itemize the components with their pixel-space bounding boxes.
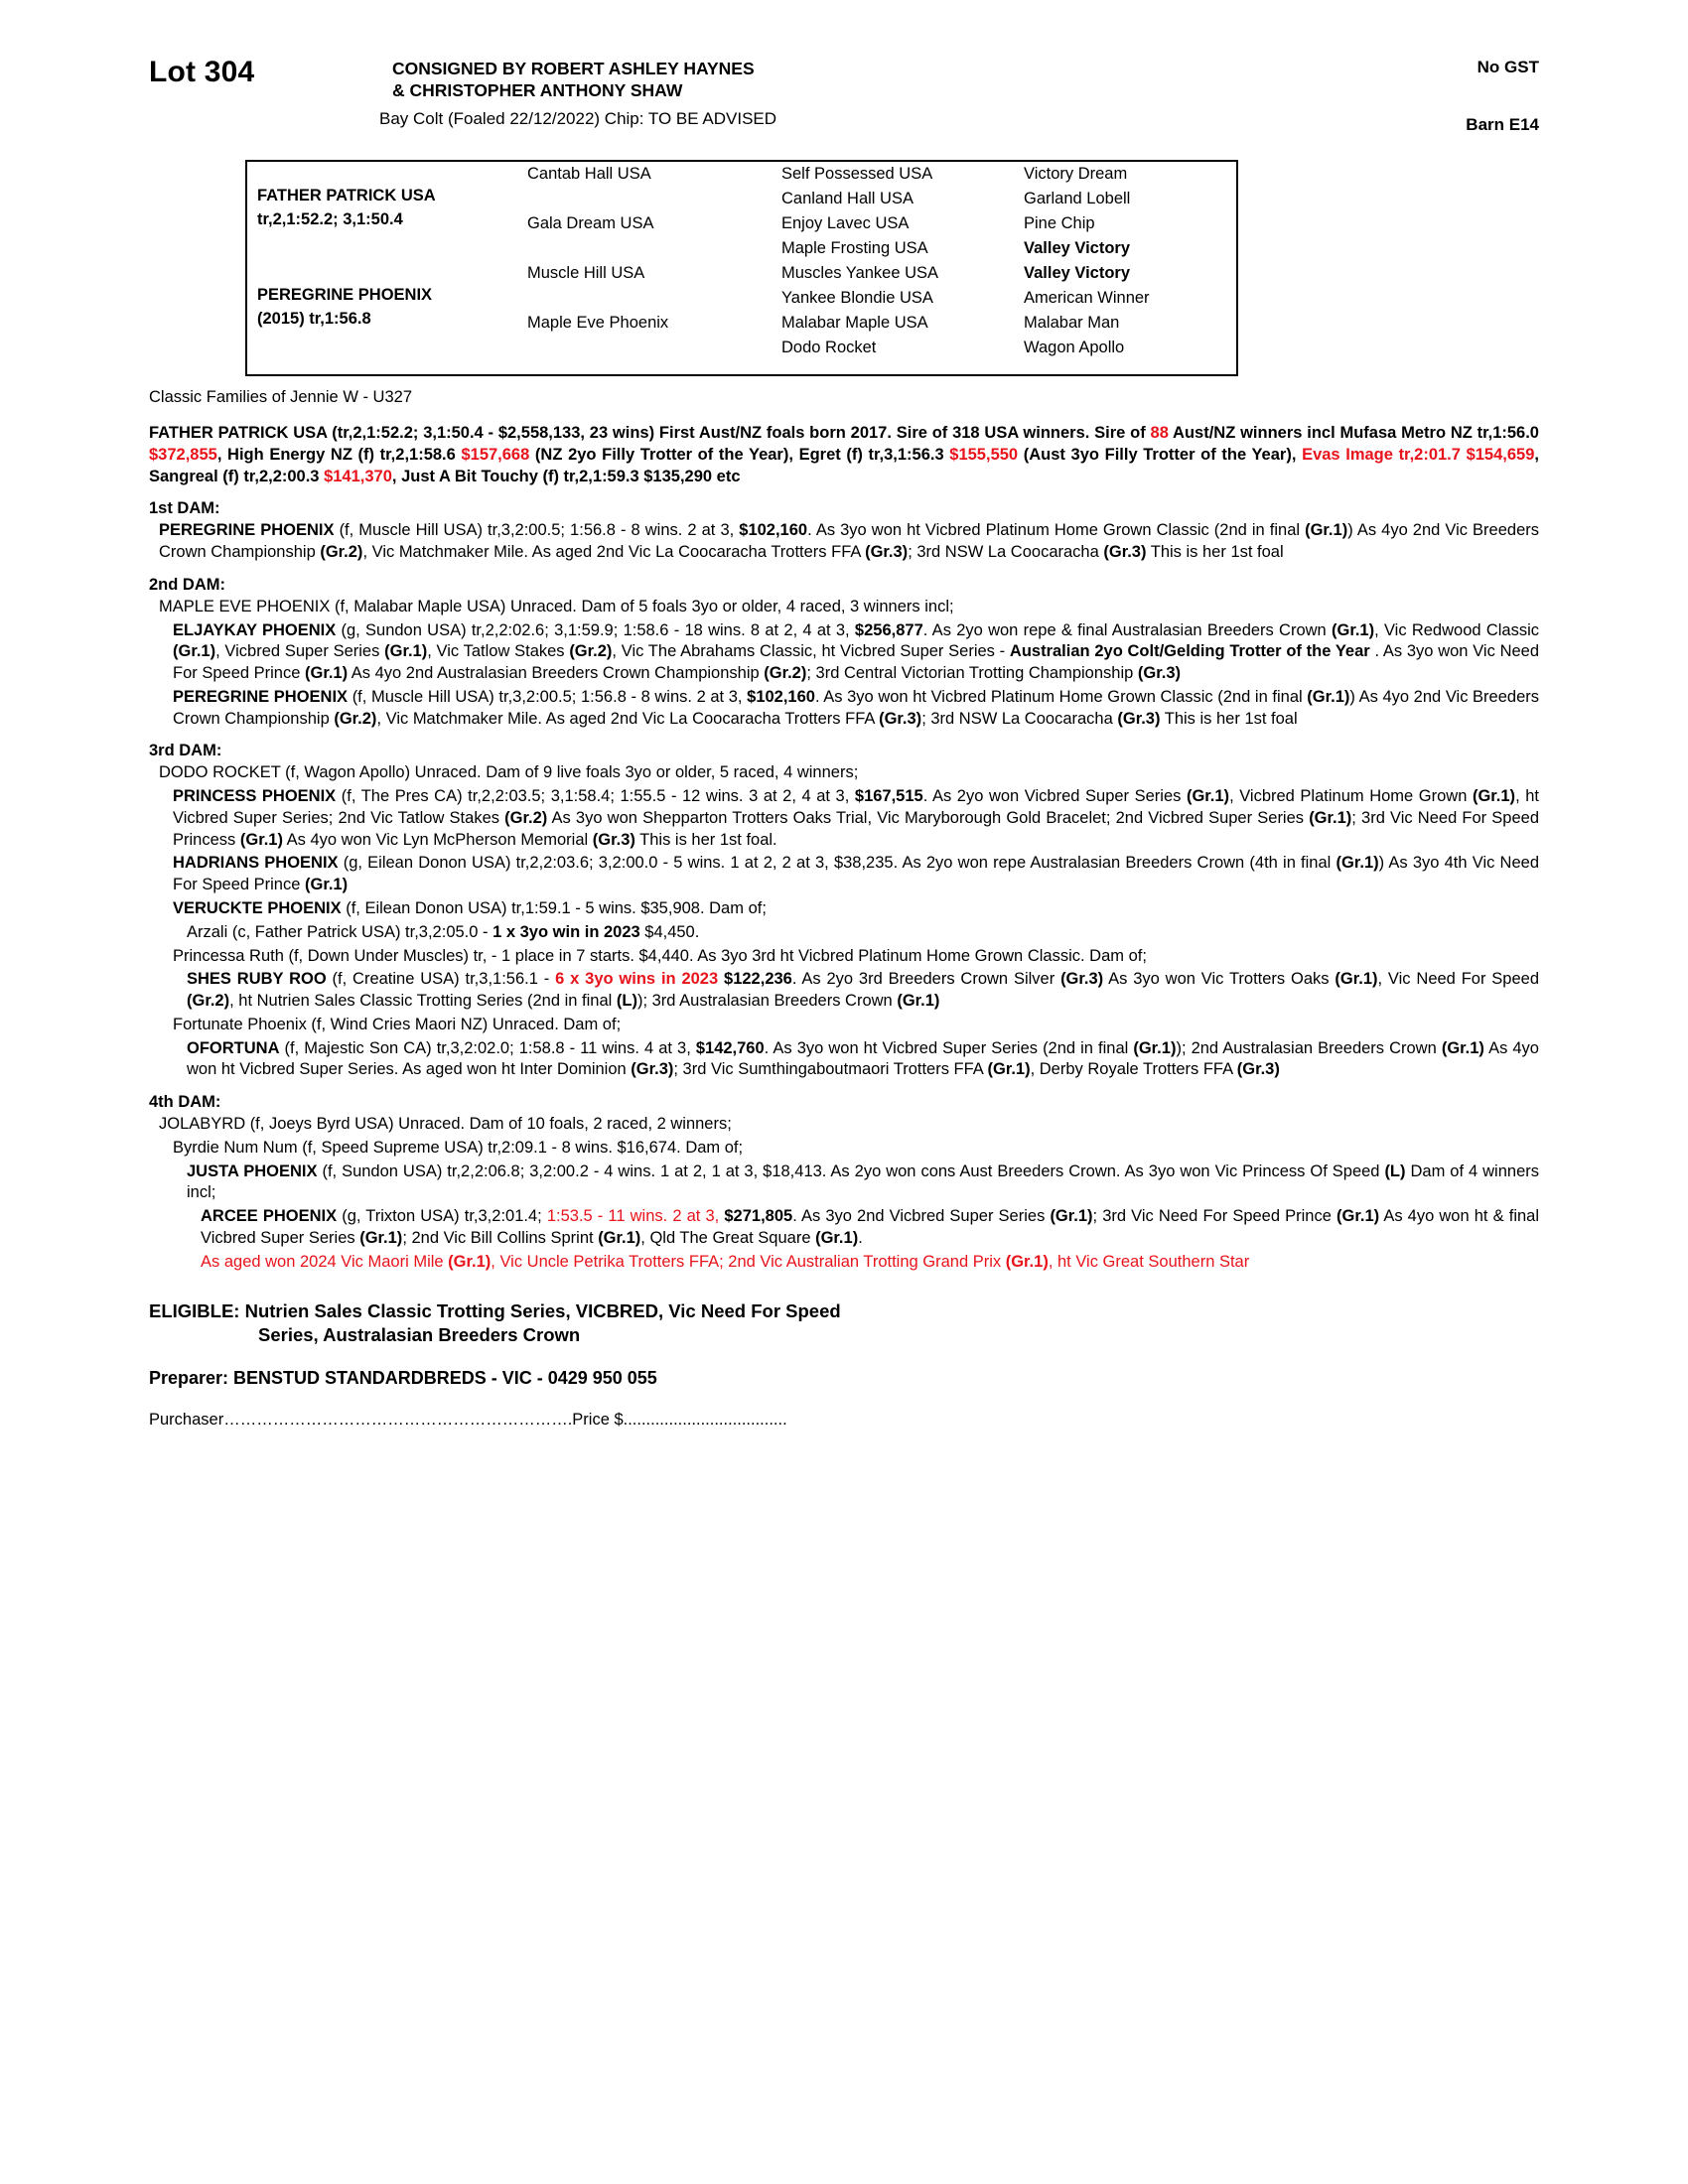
entry-2-6-run-4: $122,236 xyxy=(724,970,792,989)
pedigree-entry xyxy=(173,620,1539,685)
entry-2-2-run-3: ) As 3yo 4th Vic Need For Speed Prince xyxy=(173,854,1539,894)
entry-2-1-run-10: (Gr.1) xyxy=(1309,808,1352,827)
pedigree-gen4-3: Pine Chip xyxy=(1024,214,1095,232)
entry-3-3-run-13: , Qld The Great Square xyxy=(640,1228,816,1247)
sire-paragraph-run-2: Aust/NZ winners incl Mufasa Metro NZ tr,1:56.0 xyxy=(1168,424,1539,442)
entry-3-3-run-6: (Gr.1) xyxy=(1050,1207,1093,1226)
entry-2-8-run-11: , Derby Royale Trotters FFA xyxy=(1030,1060,1237,1079)
entry-2-6-run-12: (L) xyxy=(616,992,637,1011)
entry-0-0-run-1: (f, Muscle Hill USA) tr,3,2:00.5; 1:56.8 - 8 wins. 2 at 3, xyxy=(334,521,740,540)
dam-section-label: 1st DAM: xyxy=(149,499,220,518)
entry-2-6-run-10: (Gr.2) xyxy=(187,992,230,1011)
entry-3-2-run-2: (L) xyxy=(1384,1161,1406,1180)
entry-2-1-run-5: , Vicbred Platinum Home Grown xyxy=(1229,787,1473,806)
entry-2-1-run-3: . As 2yo won Vicbred Super Series xyxy=(922,787,1187,806)
pedigree-entry xyxy=(173,898,1539,920)
entry-0-0-run-11: This is her 1st foal xyxy=(1146,543,1284,562)
entry-1-1-run-8: (Gr.1) xyxy=(384,642,428,661)
eligible-line-1: ELIGIBLE: Nutrien Sales Classic Trotting Series, VICBRED, Vic Need For Speed xyxy=(149,1299,841,1321)
entry-1-2-run-3: . As 3yo won ht Vicbred Platinum Home Grown Classic (2nd in final xyxy=(814,687,1308,706)
entry-3-2-run-3: Dam of 4 winners incl; xyxy=(187,1161,1539,1202)
entry-1-2-run-8: (Gr.3) xyxy=(879,709,922,728)
pedigree-entry xyxy=(173,687,1539,731)
entry-1-2-run-11: This is her 1st foal xyxy=(1160,709,1298,728)
entry-3-1-run-0: Byrdie Num Num (f, Speed Supreme USA) tr,2:09.1 - 8 wins. $16,674. Dam of; xyxy=(173,1138,744,1157)
entry-1-1-run-18: (Gr.3) xyxy=(1137,664,1181,683)
entry-2-6-run-2: 6 x 3yo wins in 2023 xyxy=(555,970,719,989)
pedigree-dam-name: PEREGRINE PHOENIX xyxy=(257,286,433,304)
pedigree-entry xyxy=(173,946,1539,968)
entry-2-1-run-13: As 4yo won Vic Lyn McPherson Memorial xyxy=(282,830,593,849)
entry-2-0-run-0: DODO ROCKET (f, Wagon Apollo) Unraced. Dam of 9 live foals 3yo or older, 5 raced, 4 winners; xyxy=(159,763,859,782)
pedigree-gen3-8: Dodo Rocket xyxy=(781,339,877,356)
pedigree-table xyxy=(245,160,1238,376)
pedigree-entry xyxy=(187,1161,1539,1205)
entry-2-8-run-4: (Gr.1) xyxy=(1133,1038,1177,1057)
entry-3-3-run-0: ARCEE PHOENIX xyxy=(201,1207,338,1226)
entry-3-2-run-0: JUSTA PHOENIX xyxy=(187,1161,318,1180)
entry-3-3-run-12: (Gr.1) xyxy=(598,1228,641,1247)
entry-2-6-run-9: , Vic Need For Speed xyxy=(1377,970,1540,989)
entry-2-8-run-3: . As 3yo won ht Vicbred Super Series (2nd in final xyxy=(764,1038,1134,1057)
entry-2-8-run-1: (f, Majestic Son CA) tr,3,2:02.0; 1:58.8 - 11 wins. 4 at 3, xyxy=(279,1038,696,1057)
dam-section-label: 2nd DAM: xyxy=(149,575,225,594)
pedigree-entry xyxy=(159,520,1539,564)
pedigree-sire-dam: Gala Dream USA xyxy=(527,214,654,232)
entry-0-0-run-9: ; 3rd NSW La Coocaracha xyxy=(908,543,1104,562)
entry-2-6-run-5: . As 2yo 3rd Breeders Crown Silver xyxy=(791,970,1061,989)
entry-0-0-run-8: (Gr.3) xyxy=(865,543,909,562)
entry-3-3-run-7: ; 3rd Vic Need For Speed Prince xyxy=(1092,1207,1337,1226)
entry-1-2-run-7: , Vic Matchmaker Mile. As aged 2nd Vic La Coocaracha Trotters FFA xyxy=(376,709,880,728)
entry-2-3-run-1: (f, Eilean Donon USA) tr,1:59.1 - 5 wins. $35,908. Dam of; xyxy=(341,899,767,918)
entry-1-2-run-2: $102,160 xyxy=(747,687,815,706)
entry-2-8-run-9: ; 3rd Vic Sumthingaboutmaori Trotters FFA xyxy=(673,1060,988,1079)
pedigree-entry xyxy=(173,1138,1539,1160)
pedigree-gen3-2: Canland Hall USA xyxy=(781,190,914,207)
pedigree-entry xyxy=(187,922,1539,944)
entry-2-1-run-2: $167,515 xyxy=(854,787,923,806)
sire-paragraph-run-0: FATHER PATRICK USA (tr,2,1:52.2; 3,1:50.4 - $2,558,133, 23 wins) First Aust/NZ foals born 2017. Sire of 318 USA winners. Sire of xyxy=(149,424,1151,442)
entry-2-6-run-14: (Gr.1) xyxy=(897,992,940,1011)
entry-2-8-run-10: (Gr.1) xyxy=(987,1060,1031,1079)
sire-paragraph-run-11: $141,370 xyxy=(324,467,392,485)
entry-3-3-run-8: (Gr.1) xyxy=(1336,1207,1380,1226)
entry-3-3-run-10: (Gr.1) xyxy=(359,1228,403,1247)
entry-2-8-run-6: (Gr.1) xyxy=(1441,1038,1484,1057)
eligible-block xyxy=(149,1299,1539,1349)
pedigree-entry xyxy=(201,1206,1539,1250)
entry-2-6-run-6: (Gr.3) xyxy=(1060,970,1104,989)
entry-3-3-run-9: As 4yo won ht & final Vicbred Super Series xyxy=(201,1207,1540,1247)
entry-3-4-run-0: As aged won 2024 Vic Maori Mile xyxy=(201,1252,449,1271)
pedigree-gen4-8: Wagon Apollo xyxy=(1024,339,1125,356)
pedigree-sire-name: FATHER PATRICK USA xyxy=(257,187,436,205)
entry-2-1-run-4: (Gr.1) xyxy=(1186,787,1230,806)
entry-1-1-run-15: As 4yo 2nd Australasian Breeders Crown Championship xyxy=(348,664,765,683)
pedigree-entry xyxy=(159,762,1539,784)
entry-1-1-run-0: ELJAYKAY PHOENIX xyxy=(173,620,337,639)
entry-0-0-run-5: ) As 4yo 2nd Vic Breeders Crown Championship xyxy=(159,521,1540,562)
entry-2-1-run-7: , ht Vicbred Super Series; 2nd Vic Tatlow Stakes xyxy=(173,787,1539,827)
sire-paragraph-run-1: 88 xyxy=(1150,424,1169,442)
entry-3-3-run-15: . xyxy=(858,1228,863,1247)
sire-paragraph-run-7: $155,550 xyxy=(949,445,1019,464)
entry-2-3-run-0: VERUCKTE PHOENIX xyxy=(173,899,342,918)
consignor-block xyxy=(392,58,1077,102)
pedigree-sire-record: tr,2,1:52.2; 3,1:50.4 xyxy=(257,210,403,228)
entry-1-2-run-10: (Gr.3) xyxy=(1117,709,1161,728)
entry-1-1-run-6: (Gr.1) xyxy=(173,642,216,661)
entry-2-1-run-6: (Gr.1) xyxy=(1472,787,1516,806)
consignor-line-1: CONSIGNED BY ROBERT ASHLEY HAYNES xyxy=(392,59,755,78)
entry-1-2-run-9: ; 3rd NSW La Coocaracha xyxy=(921,709,1118,728)
eligible-line-2: Series, Australasian Breeders Crown xyxy=(258,1324,581,1346)
entry-3-3-run-2: 1:53.5 - 11 wins. 2 at 3, xyxy=(546,1207,720,1226)
sire-paragraph-run-5: $157,668 xyxy=(461,445,530,464)
entry-2-8-run-8: (Gr.3) xyxy=(631,1060,674,1079)
entry-0-0-run-3: . As 3yo won ht Vicbred Platinum Home Grown Classic (2nd in final xyxy=(807,521,1306,540)
pedigree-gen4-4: Valley Victory xyxy=(1024,239,1131,257)
entry-2-1-run-11: ; 3rd Vic Need For Speed Princess xyxy=(173,808,1540,849)
entry-1-1-run-4: (Gr.1) xyxy=(1332,620,1375,639)
entry-1-2-run-6: (Gr.2) xyxy=(334,709,377,728)
preparer-line: Preparer: BENSTUD STANDARDBREDS - VIC - 0429 950 055 xyxy=(149,1368,657,1389)
entry-1-1-run-1: (g, Sundon USA) tr,2,2:02.6; 3,1:59.9; 1:58.6 - 18 wins. 8 at 2, 4 at 3, xyxy=(336,620,855,639)
entry-2-8-run-12: (Gr.3) xyxy=(1236,1060,1280,1079)
sire-paragraph-run-9: Evas Image tr,2:01.7 $154,659 xyxy=(1302,445,1535,464)
pedigree-gen3-3: Enjoy Lavec USA xyxy=(781,214,910,232)
entry-1-1-run-13: . As 3yo won Vic Need For Speed Prince xyxy=(173,642,1540,683)
entry-3-2-run-1: (f, Sundon USA) tr,2,2:06.8; 3,2:00.2 - 4 wins. 1 at 2, 1 at 3, $18,413. As 2yo won cons Aust Breeders Crown. As 3yo won Vic Princess Of Speed xyxy=(317,1161,1385,1180)
entry-3-3-run-4: $271,805 xyxy=(724,1207,793,1226)
entry-1-2-run-5: ) As 4yo 2nd Vic Breeders Crown Championship xyxy=(173,687,1540,728)
pedigree-gen3-6: Yankee Blondie USA xyxy=(781,289,933,307)
pedigree-gen4-2: Garland Lobell xyxy=(1024,190,1131,207)
pedigree-dam-dam: Maple Eve Phoenix xyxy=(527,314,669,332)
entry-2-6-run-0: SHES RUBY ROO xyxy=(187,970,327,989)
entry-2-1-run-0: PRINCESS PHOENIX xyxy=(173,787,337,806)
entry-3-3-run-1: (g, Trixton USA) tr,3,2:01.4; xyxy=(337,1207,547,1226)
entry-0-0-run-0: PEREGRINE PHOENIX xyxy=(159,521,335,540)
purchaser-line: Purchaser……………………………………………………….Price $.................................... xyxy=(149,1411,787,1430)
entry-2-8-run-2: $142,760 xyxy=(695,1038,765,1057)
entry-2-8-run-0: OFORTUNA xyxy=(187,1038,280,1057)
entry-3-4-run-1: (Gr.1) xyxy=(448,1252,492,1271)
consignor-line-2: & CHRISTOPHER ANTHONY SHAW xyxy=(392,80,683,101)
entry-1-2-run-1: (f, Muscle Hill USA) tr,3,2:00.5; 1:56.8 - 8 wins. 2 at 3, xyxy=(348,687,748,706)
entry-3-4-run-2: , Vic Uncle Petrika Trotters FFA; 2nd Vic Australian Trotting Grand Prix xyxy=(491,1252,1006,1271)
entry-0-0-run-6: (Gr.2) xyxy=(320,543,363,562)
entry-2-2-run-1: (g, Eilean Donon USA) tr,2,2:03.6; 3,2:00.0 - 5 wins. 1 at 2, 2 at 3, $38,235. As 2yo won repe Australasian Breeders Crown (4th in final xyxy=(338,854,1336,873)
entry-1-1-run-16: (Gr.2) xyxy=(764,664,807,683)
page-header xyxy=(149,48,1539,152)
entry-3-4-run-4: , ht Vic Great Southern Star xyxy=(1048,1252,1250,1271)
entry-0-0-run-10: (Gr.3) xyxy=(1103,543,1147,562)
entry-2-6-run-7: As 3yo won Vic Trotters Oaks xyxy=(1103,970,1336,989)
sire-paragraph-run-6: (NZ 2yo Filly Trotter of the Year), Egret (f) tr,3,1:56.3 xyxy=(529,445,950,464)
pedigree-dam-sire: Muscle Hill USA xyxy=(527,264,645,282)
pedigree-entry xyxy=(187,969,1539,1013)
entry-2-1-run-14: (Gr.3) xyxy=(592,830,635,849)
entry-3-3-run-14: (Gr.1) xyxy=(815,1228,859,1247)
entry-2-2-run-2: (Gr.1) xyxy=(1336,854,1379,873)
sire-paragraph-run-4: , High Energy NZ (f) tr,2,1:58.6 xyxy=(216,445,462,464)
pedigree-entry xyxy=(187,1038,1539,1082)
entry-2-4-run-1: 1 x 3yo win in 2023 xyxy=(492,922,640,941)
entry-1-2-run-4: (Gr.1) xyxy=(1307,687,1350,706)
pedigree-entry xyxy=(159,597,1539,618)
lot-number: Lot 304 xyxy=(149,56,255,88)
pedigree-narrative xyxy=(149,499,1539,1273)
sire-paragraph xyxy=(149,423,1539,487)
pedigree-gen3-1: Self Possessed USA xyxy=(781,165,933,183)
classic-families-line: Classic Families of Jennie W - U327 xyxy=(149,388,412,406)
entry-2-6-run-8: (Gr.1) xyxy=(1335,970,1378,989)
entry-1-1-run-5: , Vic Redwood Classic xyxy=(1374,620,1539,639)
sire-paragraph-run-10: , Sangreal (f) tr,2,2:00.3 xyxy=(149,445,1539,485)
pedigree-gen4-7: Malabar Man xyxy=(1024,314,1120,332)
sire-paragraph-run-12: , Just A Bit Touchy (f) tr,2,1:59.3 $135,290 etc xyxy=(391,467,741,485)
entry-0-0-run-7: , Vic Matchmaker Mile. As aged 2nd Vic La Coocaracha Trotters FFA xyxy=(362,543,866,562)
pedigree-gen3-4: Maple Frosting USA xyxy=(781,239,928,257)
pedigree-gen4-1: Victory Dream xyxy=(1024,165,1128,183)
entry-2-6-run-1: (f, Creatine USA) tr,3,1:56.1 - xyxy=(326,970,556,989)
pedigree-entry xyxy=(159,1114,1539,1136)
entry-1-2-run-0: PEREGRINE PHOENIX xyxy=(173,687,349,706)
entry-1-1-run-10: (Gr.2) xyxy=(569,642,613,661)
entry-0-0-run-2: $102,160 xyxy=(739,521,808,540)
entry-2-6-run-13: ); 3rd Australasian Breeders Crown xyxy=(636,992,898,1011)
entry-3-4-run-3: (Gr.1) xyxy=(1005,1252,1049,1271)
entry-2-1-run-12: (Gr.1) xyxy=(239,830,283,849)
dam-section-label: 4th DAM: xyxy=(149,1093,221,1112)
pedigree-entry xyxy=(173,786,1539,851)
barn-label: Barn E14 xyxy=(1466,115,1539,134)
entry-3-3-run-5: . As 3yo 2nd Vicbred Super Series xyxy=(792,1207,1051,1226)
entry-1-1-run-11: , Vic The Abrahams Classic, ht Vicbred Super Series - xyxy=(612,642,1010,661)
sire-paragraph-run-3: $372,855 xyxy=(149,445,217,464)
entry-1-1-run-7: , Vicbred Super Series xyxy=(215,642,385,661)
entry-2-1-run-8: (Gr.2) xyxy=(504,808,548,827)
entry-1-1-run-9: , Vic Tatlow Stakes xyxy=(427,642,570,661)
pedigree-grid xyxy=(247,162,1236,374)
entry-2-8-run-7: As 4yo won ht Vicbred Super Series. As aged won ht Inter Dominion xyxy=(187,1038,1539,1079)
entry-1-1-run-3: . As 2yo won repe & final Australasian Breeders Crown xyxy=(922,620,1332,639)
pedigree-entry xyxy=(173,853,1539,896)
entry-2-2-run-4: (Gr.1) xyxy=(304,876,349,894)
no-gst-label: No GST xyxy=(1477,58,1539,76)
entry-0-0-run-4: (Gr.1) xyxy=(1305,521,1348,540)
entry-1-1-run-12: Australian 2yo Colt/Gelding Trotter of the Year xyxy=(1009,642,1370,661)
pedigree-entry xyxy=(201,1252,1539,1274)
entry-2-1-run-9: As 3yo won Shepparton Trotters Oaks Trial, Vic Maryborough Gold Bracelet; 2nd Vicbred Super Series xyxy=(547,808,1310,827)
entry-2-1-run-15: This is her 1st foal. xyxy=(634,830,777,849)
pedigree-gen4-6: American Winner xyxy=(1024,289,1150,307)
entry-3-3-run-11: ; 2nd Vic Bill Collins Sprint xyxy=(402,1228,599,1247)
dam-section-label: 3rd DAM: xyxy=(149,742,222,760)
pedigree-entry xyxy=(173,1015,1539,1036)
entry-2-6-run-11: , ht Nutrien Sales Classic Trotting Series (2nd in final xyxy=(229,992,617,1011)
entry-2-7-run-0: Fortunate Phoenix (f, Wind Cries Maori NZ) Unraced. Dam of; xyxy=(173,1015,622,1033)
entry-1-1-run-17: ; 3rd Central Victorian Trotting Championship xyxy=(806,664,1138,683)
entry-2-1-run-1: (f, The Pres CA) tr,2,2:03.5; 3,1:58.4; 1:55.5 - 12 wins. 3 at 2, 4 at 3, xyxy=(336,787,855,806)
entry-1-1-run-2: $256,877 xyxy=(854,620,923,639)
entry-2-2-run-0: HADRIANS PHOENIX xyxy=(173,854,339,873)
pedigree-dam-record: (2015) tr,1:56.8 xyxy=(257,310,371,328)
entry-1-1-run-14: (Gr.1) xyxy=(304,664,349,683)
entry-2-4-run-0: Arzali (c, Father Patrick USA) tr,3,2:05.0 - xyxy=(187,922,493,941)
entry-2-8-run-5: ); 2nd Australasian Breeders Crown xyxy=(1176,1038,1442,1057)
entry-3-0-run-0: JOLABYRD (f, Joeys Byrd USA) Unraced. Dam of 10 foals, 2 raced, 2 winners; xyxy=(159,1115,732,1134)
pedigree-sire-sire: Cantab Hall USA xyxy=(527,165,651,183)
pedigree-gen3-7: Malabar Maple USA xyxy=(781,314,928,332)
pedigree-gen3-5: Muscles Yankee USA xyxy=(781,264,939,282)
pedigree-gen4-5: Valley Victory xyxy=(1024,264,1131,282)
entry-1-0-run-0: MAPLE EVE PHOENIX (f, Malabar Maple USA) Unraced. Dam of 5 foals 3yo or older, 4 raced, 3 winners incl; xyxy=(159,597,954,615)
subject-description: Bay Colt (Foaled 22/12/2022) Chip: TO BE ADVISED xyxy=(379,109,777,128)
entry-2-5-run-0: Princessa Ruth (f, Down Under Muscles) tr, - 1 place in 7 starts. $4,440. As 3yo 3rd ht Vicbred Platinum Home Grown Classic. Dam of; xyxy=(173,946,1147,965)
sire-paragraph-run-8: (Aust 3yo Filly Trotter of the Year), xyxy=(1018,445,1303,464)
entry-2-4-run-2: $4,450. xyxy=(639,922,700,941)
